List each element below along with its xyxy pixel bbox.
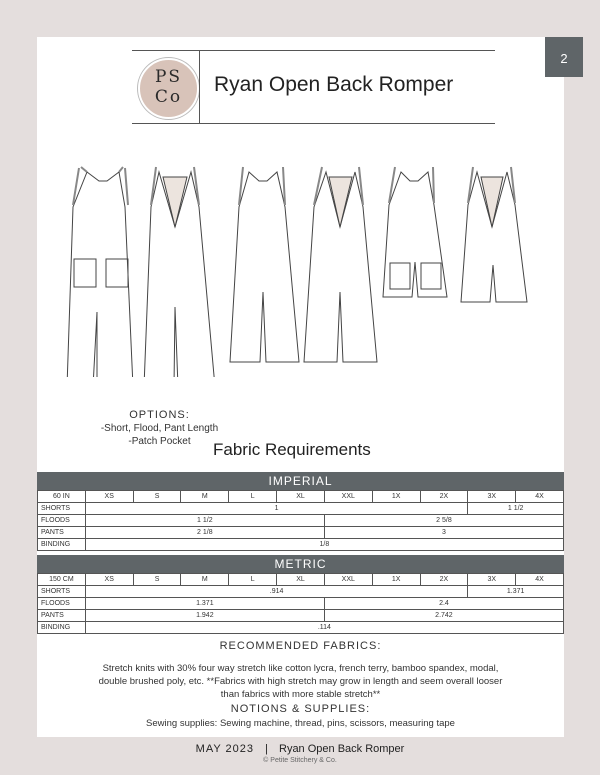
header-cell: 3X <box>468 574 516 586</box>
row-label: BINDING <box>38 539 86 551</box>
header-cell: 60 IN <box>38 491 86 503</box>
table-cell: 1.371 <box>85 598 324 610</box>
header-cell: XL <box>277 491 325 503</box>
page-number-tab: 2 <box>545 37 583 77</box>
table-cell: 2 5/8 <box>324 515 563 527</box>
header-cell: M <box>181 574 229 586</box>
footer-separator: | <box>265 743 268 755</box>
footer-date: MAY 2023 <box>195 743 255 755</box>
row-label: BINDING <box>38 622 86 634</box>
table-row <box>38 539 564 551</box>
row-label: SHORTS <box>38 503 86 515</box>
header-cell: L <box>229 491 277 503</box>
notions-text: Sewing supplies: Sewing machine, thread, pins, scissors, measuring tape <box>146 718 455 729</box>
imperial-band: IMPERIAL <box>37 472 564 490</box>
table-cell: 1.371 <box>468 586 564 598</box>
footer-title: Ryan Open Back Romper <box>279 743 405 755</box>
header-cell: 3X <box>468 491 516 503</box>
options-line-1: -Short, Flood, Pant Length <box>100 423 219 434</box>
table-row <box>38 586 564 598</box>
header-cell: XS <box>85 491 133 503</box>
header-cell: 2X <box>420 491 468 503</box>
table-row <box>38 527 564 539</box>
header-cell: M <box>181 491 229 503</box>
row-label: FLOODS <box>38 598 86 610</box>
table-cell: .914 <box>85 586 468 598</box>
header-cell: XXL <box>324 574 372 586</box>
pant-back-illustration <box>144 167 215 377</box>
footer-copyright: © Petite Stitchery & Co. <box>263 757 337 764</box>
notions-heading: NOTIONS & SUPPLIES: <box>230 703 371 715</box>
logo-line-1: PS <box>154 67 183 87</box>
header-cell: 1X <box>372 491 420 503</box>
header-cell: 4X <box>516 574 564 586</box>
header-cell: 4X <box>516 491 564 503</box>
header-cell: L <box>229 574 277 586</box>
header-cell: XS <box>85 574 133 586</box>
header-cell: S <box>133 491 181 503</box>
table-cell: 2 1/8 <box>85 527 324 539</box>
shorts-back-illustration <box>461 167 527 302</box>
table-cell: 1 <box>85 503 468 515</box>
table-cell: 1 1/2 <box>468 503 564 515</box>
header-cell: XL <box>277 574 325 586</box>
header-cell: 1X <box>372 574 420 586</box>
header-cell: S <box>133 574 181 586</box>
recommended-text <box>37 662 564 701</box>
row-label: PANTS <box>38 610 86 622</box>
table-cell: 1 1/2 <box>85 515 324 527</box>
table-cell: .114 <box>85 622 563 634</box>
table-row <box>38 622 564 634</box>
table-cell: 1.942 <box>85 610 324 622</box>
page-title: Ryan Open Back Romper <box>214 73 454 96</box>
table-cell: 3 <box>324 527 563 539</box>
table-row <box>38 503 564 515</box>
garment-illustrations <box>37 37 564 377</box>
pattern-page <box>37 37 568 737</box>
fabric-requirements-title: Fabric Requirements <box>213 440 371 459</box>
row-label: PANTS <box>38 527 86 539</box>
shorts-front-illustration <box>383 167 447 297</box>
table-cell: 1/8 <box>85 539 563 551</box>
metric-table <box>37 573 564 634</box>
table-cell: 2.4 <box>324 598 563 610</box>
row-label: SHORTS <box>38 586 86 598</box>
row-label: FLOODS <box>38 515 86 527</box>
flood-back-illustration <box>304 167 377 362</box>
table-header-row <box>38 574 564 586</box>
flood-front-illustration <box>230 167 299 362</box>
logo-line-2: Co <box>154 87 183 107</box>
options-line-2: -Patch Pocket <box>128 436 191 447</box>
page-footer <box>0 743 600 755</box>
options-heading: OPTIONS: <box>129 409 190 421</box>
recommended-line-1: Stretch knits with 30% four way stretch like cotton lycra, french terry, bamboo spandex, modal, <box>102 663 499 674</box>
table-row <box>38 515 564 527</box>
header-cell: 150 CM <box>38 574 86 586</box>
pant-front-illustration <box>67 167 133 377</box>
header-cell: 2X <box>420 574 468 586</box>
table-row <box>38 610 564 622</box>
recommended-line-2: double brushed poly, etc. **Fabrics with high stretch may grow in length and seem overall looser <box>98 676 503 687</box>
imperial-table <box>37 490 564 551</box>
table-row <box>38 598 564 610</box>
table-cell: 2.742 <box>324 610 563 622</box>
metric-band: METRIC <box>37 555 564 573</box>
header-cell: XXL <box>324 491 372 503</box>
table-header-row <box>38 491 564 503</box>
recommended-line-3: than fabrics with more stable stretch** <box>220 689 381 700</box>
recommended-heading: RECOMMENDED FABRICS: <box>219 640 382 652</box>
